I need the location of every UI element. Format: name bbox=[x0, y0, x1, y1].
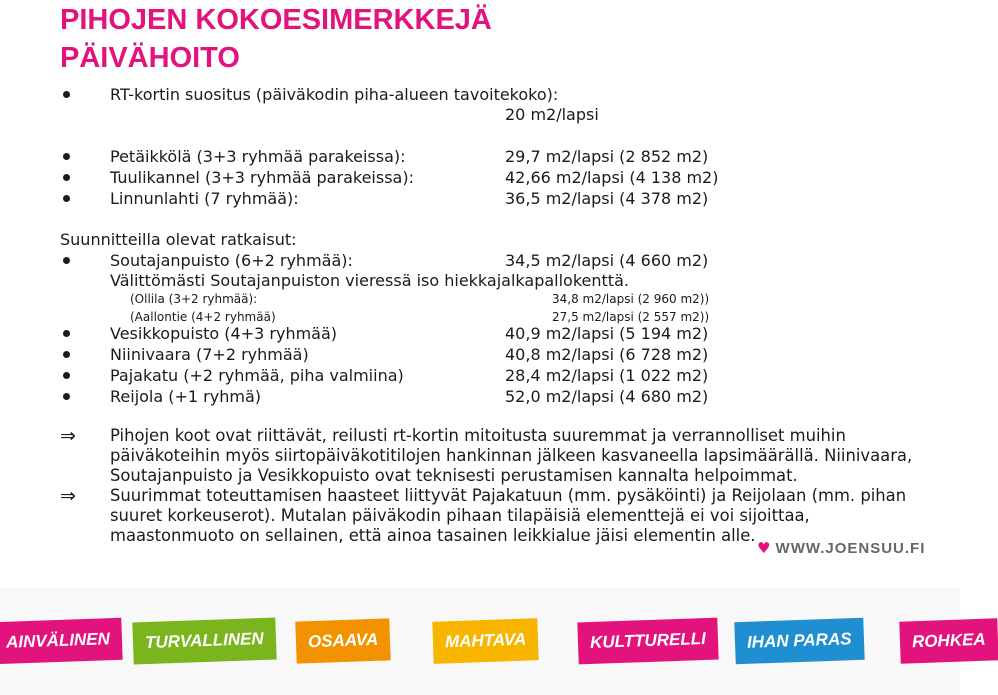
list-item-name: Tuulikannel (3+3 ryhmää parakeissa): bbox=[110, 168, 414, 187]
planned-note: Välittömästi Soutajanpuiston vieressä iso hiekkajalkapallokenttä. bbox=[110, 271, 629, 290]
list-item-name: Soutajanpuisto (6+2 ryhmää): bbox=[110, 251, 353, 270]
bullet-dot-icon bbox=[63, 153, 70, 160]
value-badge: ROHKEA bbox=[899, 618, 998, 663]
small-item-name: (Aallontie (4+2 ryhmää) bbox=[130, 310, 276, 324]
value-badge: KULTTURELLI bbox=[577, 618, 718, 665]
list-item-value: 40,9 m2/lapsi (5 194 m2) bbox=[505, 324, 709, 343]
list-item-value: 52,0 m2/lapsi (4 680 m2) bbox=[505, 387, 709, 406]
bullet-dot-icon bbox=[63, 330, 70, 337]
bullet-dot-icon bbox=[63, 195, 70, 202]
value-badge: TURVALLINEN bbox=[132, 618, 276, 665]
logo-text: WWW.JOENSUU.FI bbox=[775, 540, 926, 557]
list-item-name: Niinivaara (7+2 ryhmää) bbox=[110, 345, 309, 364]
value-badge: AINVÄLINEN bbox=[0, 618, 123, 664]
bullet-dot-icon bbox=[63, 91, 70, 98]
value-badge: IHAN PARAS bbox=[734, 618, 864, 664]
conclusion-paragraph: Pihojen koot ovat riittävät, reilusti rt-kortin mitoitusta suuremmat ja verrannolliset muihin päiväkoteihin myös siirtopäiväkotitilojen hankinnan jälkeen kasvaneella lapsimäärällä. Niinivaara, Soutajanpuisto ja Vesikkopuisto ovat teknisesti perustamisen kannalta helpoimmat. bbox=[110, 426, 913, 485]
bullet-dot-icon bbox=[63, 174, 70, 181]
value-badge: OSAAVA bbox=[295, 618, 391, 663]
list-item-value: 42,66 m2/lapsi (4 138 m2) bbox=[505, 168, 719, 187]
value-badge: MAHTAVA bbox=[432, 618, 539, 664]
values-strip bbox=[0, 588, 986, 695]
page-subtitle: PÄIVÄHOITO bbox=[60, 42, 240, 74]
list-item-value: 40,8 m2/lapsi (6 728 m2) bbox=[505, 345, 709, 364]
implies-arrow-icon: ⇒ bbox=[60, 485, 76, 507]
heart-icon: ♥ bbox=[757, 539, 771, 557]
list-item-value: 28,4 m2/lapsi (1 022 m2) bbox=[505, 366, 709, 385]
bullet-dot-icon bbox=[63, 372, 70, 379]
list-item-value: 36,5 m2/lapsi (4 378 m2) bbox=[505, 189, 709, 208]
bullet-dot-icon bbox=[63, 351, 70, 358]
small-item-value: 34,8 m2/lapsi (2 960 m2)) bbox=[552, 292, 710, 306]
list-item-value: 34,5 m2/lapsi (4 660 m2) bbox=[505, 251, 709, 270]
joensuu-logo bbox=[757, 538, 925, 557]
list-item-name: Petäikkölä (3+3 ryhmää parakeissa): bbox=[110, 147, 406, 166]
implies-arrow-icon: ⇒ bbox=[60, 425, 76, 447]
list-item-value: 29,7 m2/lapsi (2 852 m2) bbox=[505, 147, 709, 166]
list-item-name: Linnunlahti (7 ryhmää): bbox=[110, 189, 299, 208]
page-title: PIHOJEN KOKOESIMERKKEJÄ bbox=[60, 4, 492, 36]
list-item-name: Pajakatu (+2 ryhmää, piha valmiina) bbox=[110, 366, 404, 385]
bullet-dot-icon bbox=[63, 393, 70, 400]
recommendation-value: 20 m2/lapsi bbox=[505, 105, 599, 124]
conclusion-paragraph: Suurimmat toteuttamisen haasteet liittyvät Pajakatuun (mm. pysäköinti) ja Reijolaan (mm. pihan suuret korkeuserot). Mutalan päiväkodin pihaan tilapäisiä elementtejä ei voi sijoittaa, maastonmuoto on sellainen, että ainoa tasainen leikkialue jäisi elementin alle. bbox=[110, 486, 907, 545]
small-item-name: (Ollila (3+2 ryhmää): bbox=[130, 292, 258, 306]
recommendation-label: RT-kortin suositus (päiväkodin piha-alueen tavoitekoko): bbox=[110, 85, 559, 104]
bullet-dot-icon bbox=[63, 257, 70, 264]
planned-heading: Suunnitteilla olevat ratkaisut: bbox=[60, 230, 297, 249]
list-item-name: Reijola (+1 ryhmä) bbox=[110, 387, 261, 406]
small-item-value: 27,5 m2/lapsi (2 557 m2)) bbox=[552, 310, 710, 324]
list-item-name: Vesikkopuisto (4+3 ryhmää) bbox=[110, 324, 338, 343]
